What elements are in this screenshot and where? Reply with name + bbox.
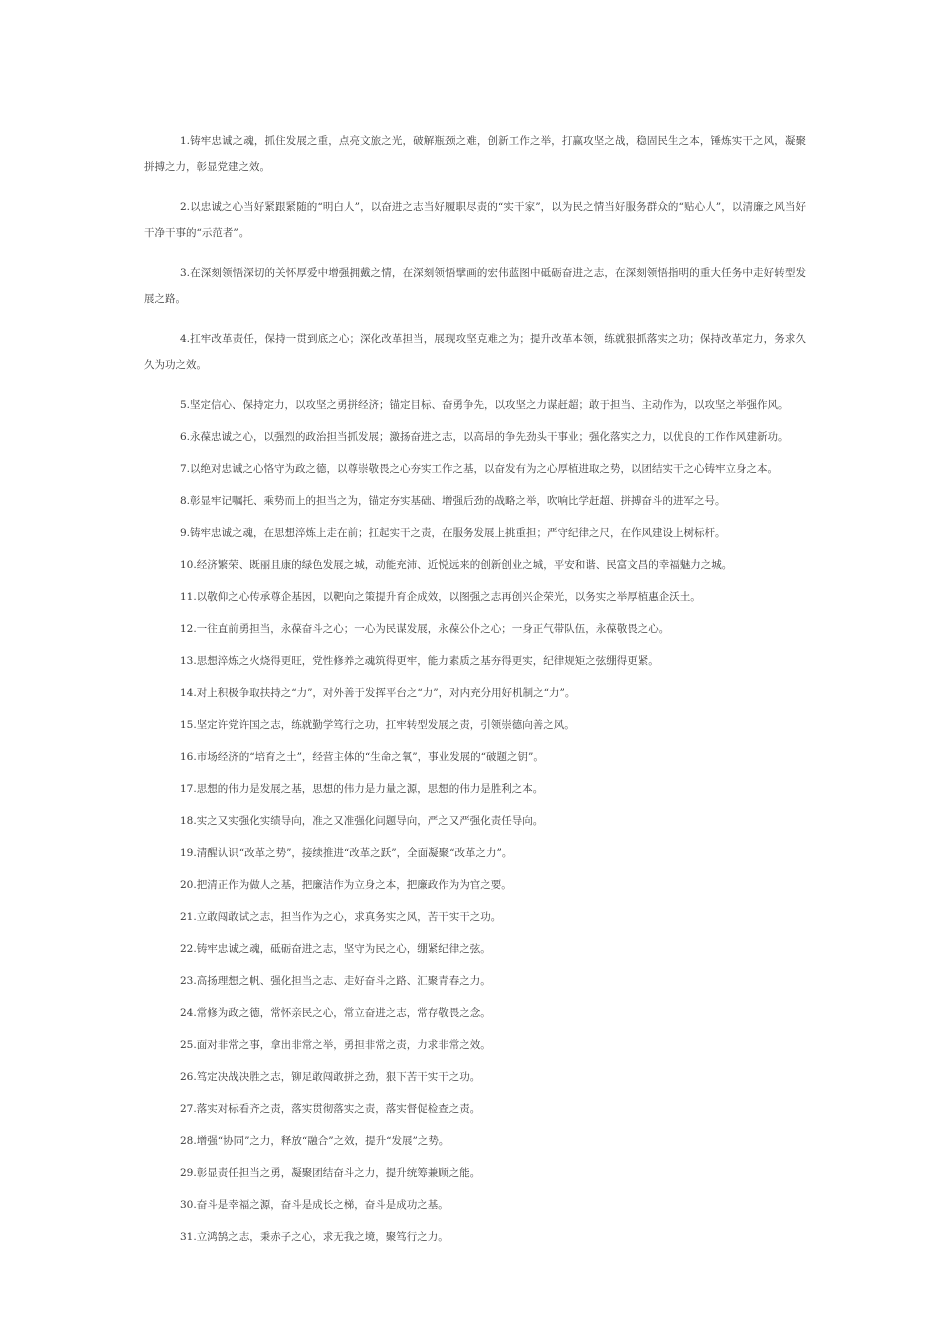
list-item: 26.笃定决战决胜之志，铆足敢闯敢拼之劲，狠下苦干实干之功。 xyxy=(180,1071,481,1083)
list-item: 21.立敢闯敢试之志，担当作为之心，求真务实之风，苦干实干之功。 xyxy=(180,911,502,923)
list-item: 20.把清正作为做人之基，把廉洁作为立身之本，把廉政作为为官之要。 xyxy=(180,879,512,891)
list-item: 19.清醒认识“改革之势”，接续推进“改革之跃”，全面凝聚“改革之力”。 xyxy=(180,847,513,859)
list-item: 2.以忠诚之心当好紧跟紧随的“明白人”，以奋进之志当好履职尽责的“实干家”，以为民之情当好服务群众的“贴心人”，以清廉之风当好干净干事的“示范者”。 xyxy=(144,201,806,239)
list-item: 30.奋斗是幸福之源，奋斗是成长之梯，奋斗是成功之基。 xyxy=(180,1199,449,1211)
list-item: 9.铸牢忠诚之魂，在思想淬炼上走在前；扛起实干之责，在服务发展上挑重担；严守纪律之尺，在作风建设上树标杆。 xyxy=(180,527,726,539)
list-item: 13.思想淬炼之火烧得更旺，党性修养之魂筑得更牢，能力素质之基夯得更实，纪律规矩之弦绷得更紧。 xyxy=(180,655,659,667)
list-item: 18.实之又实强化实绩导向，准之又准强化问题导向，严之又严强化责任导向。 xyxy=(180,815,544,827)
list-item: 27.落实对标看齐之责，落实贯彻落实之责，落实督促检查之责。 xyxy=(180,1103,481,1115)
document-body xyxy=(144,128,806,1256)
list-item: 14.对上积极争取扶持之“力”，对外善于发挥平台之“力”，对内充分用好机制之“力”。 xyxy=(180,687,576,699)
list-item: 31.立鸿鹄之志，秉赤子之心，求无我之境，聚笃行之力。 xyxy=(180,1231,449,1243)
list-item: 28.增强“协同”之力，释放“融合”之效，提升“发展”之势。 xyxy=(180,1135,450,1147)
list-item: 16.市场经济的“培育之土”，经营主体的“生命之氧”，事业发展的“破题之钥”。 xyxy=(180,751,544,763)
list-item: 3.在深刻领悟深切的关怀厚爱中增强拥戴之情，在深刻领悟擘画的宏伟蓝图中砥砺奋进之志，在深刻领悟指明的重大任务中走好转型发展之路。 xyxy=(144,267,806,305)
list-item: 6.永葆忠诚之心，以强烈的政治担当抓发展；激扬奋进之志，以高昂的争先劲头干事业；强化落实之力，以优良的工作作风建新功。 xyxy=(180,431,789,443)
list-item: 11.以敬仰之心传承尊企基因，以靶向之策提升育企成效，以图强之志再创兴企荣光，以务实之举厚植惠企沃土。 xyxy=(180,591,701,603)
list-item: 10.经济繁荣、既丽且康的绿色发展之城，动能充沛、近悦远来的创新创业之城，平安和谐、民富文昌的幸福魅力之城。 xyxy=(180,559,733,571)
list-item: 17.思想的伟力是发展之基，思想的伟力是力量之源，思想的伟力是胜利之本。 xyxy=(180,783,544,795)
list-item: 7.以绝对忠诚之心恪守为政之德，以尊崇敬畏之心夯实工作之基，以奋发有为之心厚植进取之势，以团结实干之心铸牢立身之本。 xyxy=(180,463,779,475)
list-item: 23.高扬理想之帆、强化担当之志、走好奋斗之路、汇聚青春之力。 xyxy=(180,975,491,987)
list-item: 22.铸牢忠诚之魂，砥砺奋进之志，坚守为民之心，绷紧纪律之弦。 xyxy=(180,943,491,955)
list-item: 29.彰显责任担当之勇，凝聚团结奋斗之力，提升统筹兼顾之能。 xyxy=(180,1167,481,1179)
list-item: 1.铸牢忠诚之魂，抓住发展之重，点亮文旅之光，破解瓶颈之难，创新工作之举，打赢攻坚之战，稳固民生之本，锤炼实干之风，凝聚拼搏之力，彰显党建之效。 xyxy=(144,135,806,173)
list-item: 25.面对非常之事，拿出非常之举，勇担非常之责，力求非常之效。 xyxy=(180,1039,491,1051)
list-item: 15.坚定许党许国之志，练就勤学笃行之功，扛牢转型发展之责，引领崇德向善之风。 xyxy=(180,719,575,731)
list-item: 24.常修为政之德，常怀亲民之心，常立奋进之志，常存敬畏之念。 xyxy=(180,1007,491,1019)
list-item: 12.一往直前勇担当，永葆奋斗之心；一心为民谋发展，永葆公仆之心；一身正气带队伍，永葆敬畏之心。 xyxy=(180,623,670,635)
list-item: 4.扛牢改革责任，保持一贯到底之心；深化改革担当，展现攻坚克难之为；提升改革本领，练就狠抓落实之功；保持改革定力，务求久久为功之效。 xyxy=(144,333,806,371)
list-item: 8.彰显牢记嘱托、乘势而上的担当之为，锚定夯实基础、增强后劲的战略之举，吹响比学赶超、拼搏奋斗的进军之号。 xyxy=(180,495,726,507)
list-item: 5.坚定信心、保持定力，以攻坚之勇拼经济；锚定目标、奋勇争先，以攻坚之力谋赶超；敢于担当、主动作为，以攻坚之举强作风。 xyxy=(180,399,789,411)
